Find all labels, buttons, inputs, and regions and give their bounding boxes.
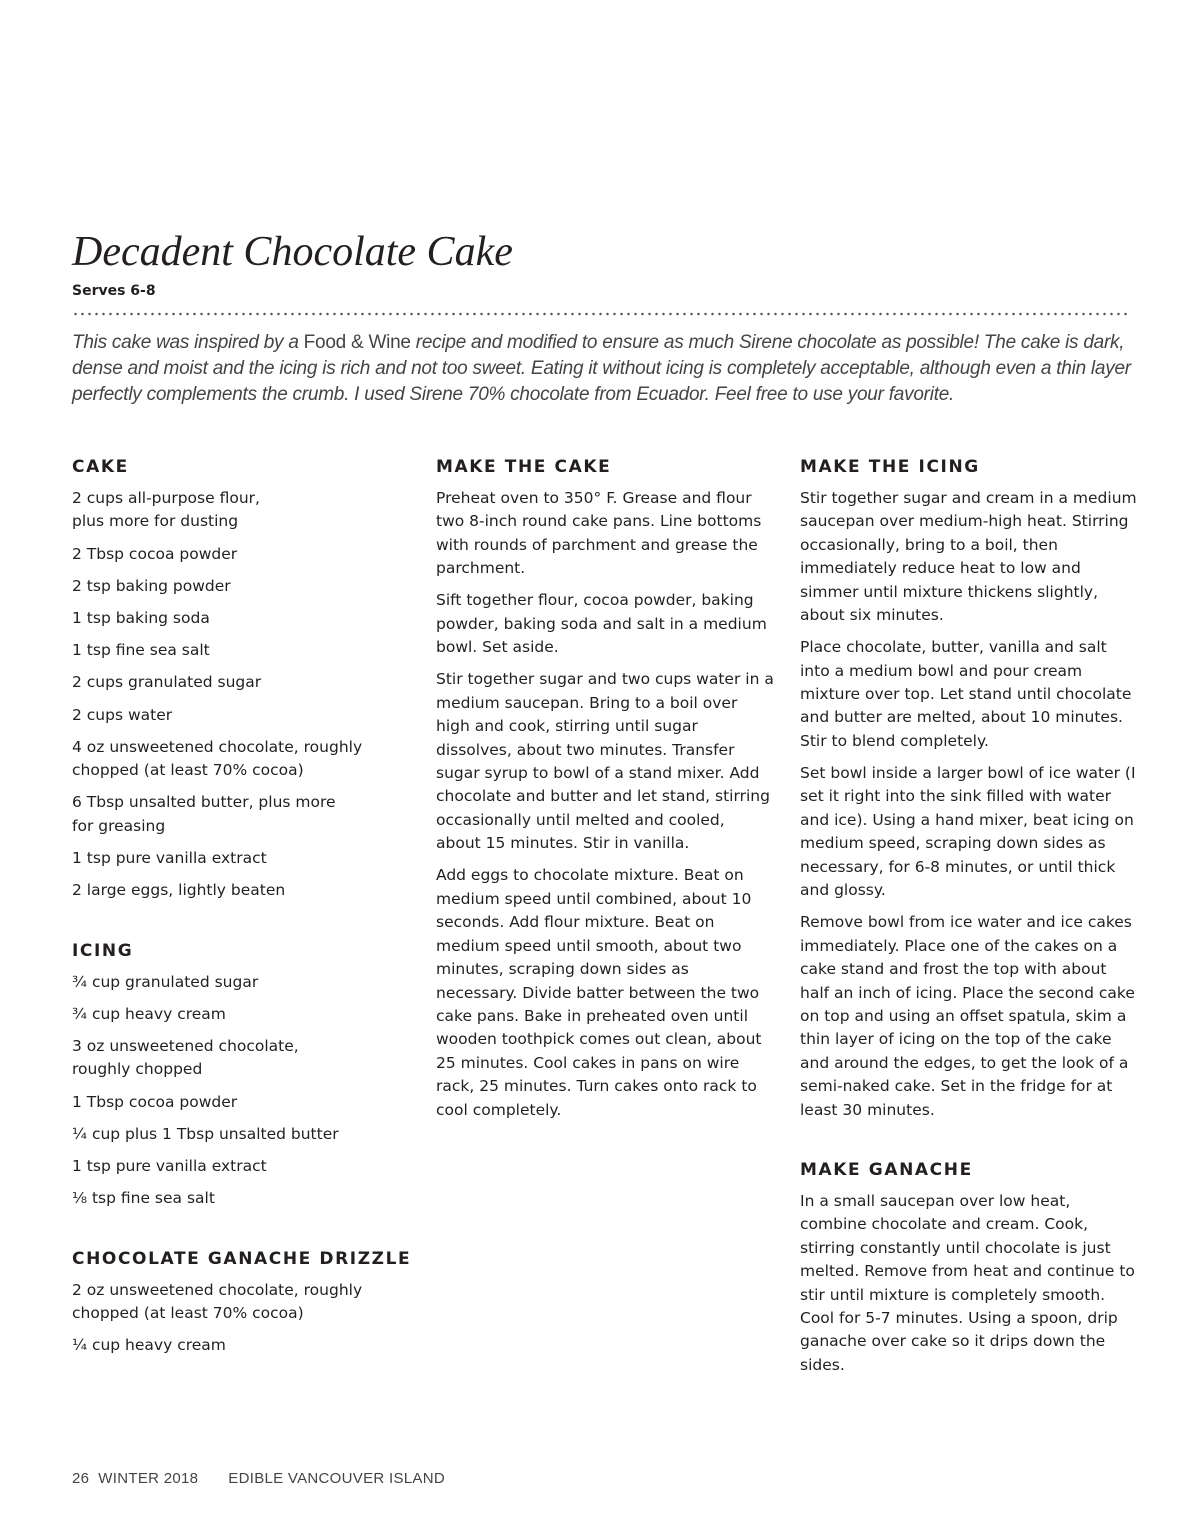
page-footer xyxy=(72,1470,445,1487)
make-ganache-heading: MAKE GANACHE xyxy=(800,1159,973,1180)
cake-ingredients-heading: CAKE xyxy=(72,457,129,477)
cake-ingredients-list xyxy=(72,487,402,903)
publication-name: EDIBLE VANCOUVER ISLAND xyxy=(228,1470,445,1487)
ingredients-column xyxy=(72,455,412,1367)
list-item: 6 Tbsp unsalted butter, plus more for greasing xyxy=(72,793,336,835)
list-item: 2 oz unsweetened chocolate, roughly chopped (at least 70% cocoa) xyxy=(72,1280,363,1323)
list-item: 1 tsp pure vanilla extract xyxy=(72,849,267,868)
direction-paragraph: Stir together sugar and two cups water in a medium saucepan. Bring to a boil over high and cook, stirring until sugar dissolves, about two minutes. Transfer sugar syrup to bowl of a stand mixer. Add chocolate and butter and let stand, stirring occasionally until melted and cooled, about 15 minutes. Stir in vanilla. xyxy=(436,670,774,853)
intro-text-start: This cake was inspired by a xyxy=(72,332,304,353)
make-icing-heading: MAKE THE ICING xyxy=(800,457,980,477)
serves-label: Serves 6-8 xyxy=(72,283,156,299)
icing-directions-column xyxy=(800,455,1138,1386)
list-item: ¾ cup granulated sugar xyxy=(72,972,259,991)
list-item: 1 tsp baking soda xyxy=(72,609,210,628)
direction-paragraph: Preheat oven to 350° F. Grease and flour two 8-inch round cake pans. Line bottoms with rounds of parchment and grease the parchment. xyxy=(436,489,762,578)
list-item: 2 cups granulated sugar xyxy=(72,673,262,692)
list-item: 2 large eggs, lightly beaten xyxy=(72,881,286,900)
issue-label: WINTER 2018 xyxy=(98,1470,199,1487)
intro-source: Food & Wine xyxy=(303,332,411,353)
list-item: ¾ cup heavy cream xyxy=(72,1004,226,1023)
direction-paragraph: Place chocolate, butter, vanilla and salt into a medium bowl and pour cream mixture over top. Let stand until chocolate and butter are melted, about 10 minutes. Stir to blend completely. xyxy=(800,638,1132,750)
list-item: ⅛ tsp fine sea salt xyxy=(72,1189,215,1208)
recipe-intro xyxy=(72,330,1132,408)
list-item: 2 Tbsp cocoa powder xyxy=(72,544,238,563)
icing-ingredients-heading: ICING xyxy=(72,940,134,961)
intro-text-end: recipe and modified to ensure as much Sirene chocolate as possible! The cake is dark, dense and moist and the icing is rich and not too sweet. Eating it without icing is completely acceptable, although even a thin layer perfectly complements the crumb. I used Sirene 70% chocolate from Ecuador. Feel free to use your favorite. xyxy=(72,332,1131,405)
icing-ingredients-list xyxy=(72,971,402,1211)
direction-paragraph: Stir together sugar and cream in a medium saucepan over medium-high heat. Stirring occasionally, bring to a boil, then immediately reduce heat to low and simmer until mixture thickens slightly, about six minutes. xyxy=(800,489,1137,625)
list-item: 2 cups water xyxy=(72,705,173,724)
direction-paragraph: In a small saucepan over low heat, combine chocolate and cream. Cook, stirring constantly until chocolate is just melted. Remove from heat and continue to stir until mixture is completely smooth. Cool for 5-7 minutes. Using a spoon, drip ganache over cake so it drips down the sides. xyxy=(800,1191,1135,1374)
cake-directions-column xyxy=(436,455,774,1131)
direction-paragraph: Sift together flour, cocoa powder, baking powder, baking soda and salt in a medium bowl. Set aside. xyxy=(436,591,767,657)
list-item: 2 tsp baking powder xyxy=(72,576,231,595)
list-item: 4 oz unsweetened chocolate, roughly chopped (at least 70% cocoa) xyxy=(72,737,363,780)
direction-paragraph: Add eggs to chocolate mixture. Beat on medium speed until combined, about 10 seconds. Add flour mixture. Beat on medium speed until smooth, about two minutes, scraping down sides as necessary. Divide batter between the two cake pans. Bake in preheated oven until wooden toothpick comes out clean, about 25 minutes. Cool cakes in pans on wire rack, 25 minutes. Turn cakes onto rack to cool completely. xyxy=(436,866,762,1119)
ganache-ingredients-heading: CHOCOLATE GANACHE DRIZZLE xyxy=(72,1248,412,1269)
list-item: 1 Tbsp cocoa powder xyxy=(72,1092,238,1111)
direction-paragraph: Set bowl inside a larger bowl of ice water (I set it right into the sink filled with water and ice). Using a hand mixer, beat icing on medium speed, scraping down sides as necessary, for 6-8 minutes, or until thick and glossy. xyxy=(800,764,1136,900)
direction-paragraph: Remove bowl from ice water and ice cakes immediately. Place one of the cakes on a cake stand and frost the top with about half an inch of icing. Place the second cake on top and using an offset spatula, skim a thin layer of icing on the top of the cake and around the edges, to get the look of a semi-naked cake. Set in the fridge for at least 30 minutes. xyxy=(800,913,1135,1119)
recipe-title: Decadent Chocolate Cake xyxy=(72,229,513,275)
list-item: 1 tsp pure vanilla extract xyxy=(72,1157,267,1176)
list-item: 1 tsp fine sea salt xyxy=(72,641,210,660)
make-cake-heading: MAKE THE CAKE xyxy=(436,457,612,477)
list-item: ¼ cup plus 1 Tbsp unsalted butter xyxy=(72,1124,339,1143)
page-number: 26 xyxy=(72,1470,90,1487)
list-item: 3 oz unsweetened chocolate, roughly chopped xyxy=(72,1037,299,1079)
list-item: ¼ cup heavy cream xyxy=(72,1336,226,1355)
ganache-ingredients-list xyxy=(72,1279,402,1358)
dotted-divider xyxy=(72,312,1130,316)
list-item: 2 cups all-purpose flour, plus more for dusting xyxy=(72,489,260,531)
